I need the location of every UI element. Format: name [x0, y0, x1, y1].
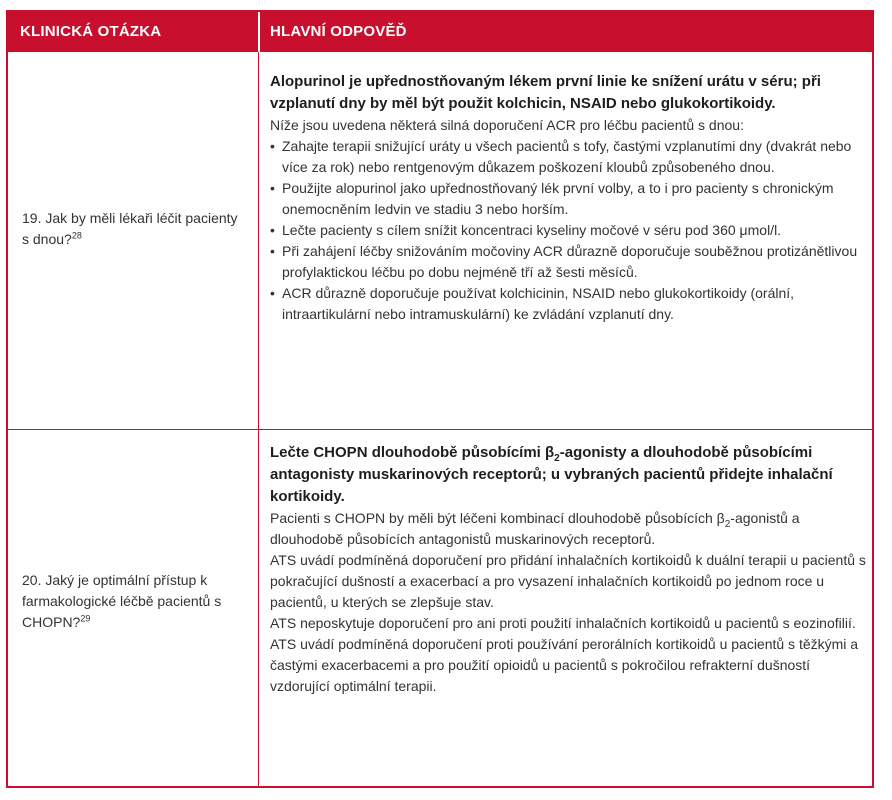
- question-20-ref: 29: [80, 613, 91, 624]
- answer-20-lead-part: Lečte CHOPN dlouhodobě působícími β: [270, 444, 555, 461]
- header-divider: [258, 12, 260, 52]
- answer-20-lead: [270, 442, 868, 508]
- answer-20-para: ATS neposkytuje doporučení pro ani proti použití inhalačních kortikoidů u pacientů s eozinofilií.: [270, 615, 856, 631]
- question-19: [22, 208, 244, 250]
- question-20-text: 20. Jaký je optimální přístup k farmakologické léčbě pacientů s CHOPN?: [22, 572, 222, 630]
- answer-19-bullet: • Použijte alopurinol jako upřednostňovaný lék první volby, a to i pro pacienty s chronickým onemocněním ledvin ve stadiu 3 nebo horším.: [270, 178, 868, 220]
- answer-20-para: ATS uvádí podmíněná doporučení pro přidání inhalačních kortikoidů k duální terapii u pacientů s pokračující dušností a exacerbací a pro vysazení inhalačních kortikoidů po jednom roce u pacientů, u kterých se zlepšuje stav.: [270, 552, 866, 610]
- header-clinical-question: KLINICKÁ OTÁZKA: [20, 23, 162, 40]
- question-20: [22, 570, 244, 633]
- answer-20-para: ATS uvádí podmíněná doporučení proti používání perorálních kortikoidů u pacientů s těžkými a častými exacerbacemi a pro použití opioidů u pacientů s pokročilou refrakterní dušností vzdorující optimální terapii.: [270, 636, 859, 694]
- answer-19-bullet: • Lečte pacienty s cílem snížit koncentraci kyseliny močové v séru pod 360 μmol/l.: [270, 220, 868, 241]
- answer-20-lead-part: -agonisty a dlouhodobě působícími antagonisty muskarinových receptorů; u vybraných pacientů přidejte inhalační kortikoidy.: [270, 444, 833, 505]
- answer-20: [270, 442, 868, 697]
- answer-20-para-part: -agonistů a dlouhodobě působících antagonistů muskarinových receptorů.: [270, 510, 800, 547]
- answer-19-lead: Alopurinol je upřednostňovaným lékem první linie ke snížení urátu v séru; při vzplanutí dny by měl být použit kolchicin, NSAID nebo glukokortikoidy.: [270, 73, 821, 112]
- table-header: [8, 12, 872, 52]
- column-divider: [258, 52, 259, 788]
- clinical-table: [6, 10, 874, 788]
- header-main-answer: HLAVNÍ ODPOVĚĎ: [270, 23, 407, 40]
- answer-19: [270, 71, 868, 325]
- beta-subscript: 2: [724, 518, 731, 530]
- row-divider: [8, 429, 872, 430]
- question-19-text: 19. Jak by měli lékaři léčit pacienty s dnou?: [22, 210, 238, 247]
- question-19-ref: 28: [71, 230, 82, 241]
- answer-19-bullet: • ACR důrazně doporučuje používat kolchicinin, NSAID nebo glukokortikoidy (orální, intraartikulární nebo intramuskulární) ke zvládání vzplanutí dny.: [270, 283, 868, 325]
- answer-19-intro: Níže jsou uvedena některá silná doporučení ACR pro léčbu pacientů s dnou:: [270, 117, 744, 133]
- answer-20-para-part: Pacienti s CHOPN by měli být léčeni kombinací dlouhodobě působících β: [270, 510, 725, 526]
- answer-19-bullet: • Zahajte terapii snižující uráty u všech pacientů s tofy, častými vzplanutími dny (dvakrát nebo více za rok) nebo rentgenovým důkazem poškození kloubů způsobeného dnou.: [270, 136, 868, 178]
- answer-20-para: [270, 508, 868, 550]
- beta-subscript: 2: [554, 453, 560, 464]
- answer-19-bullet: • Při zahájení léčby snižováním močoviny ACR důrazně doporučuje souběžnou protizánětlivou profylaktickou léčbu po dobu nejméně tří až šesti měsíců.: [270, 241, 868, 283]
